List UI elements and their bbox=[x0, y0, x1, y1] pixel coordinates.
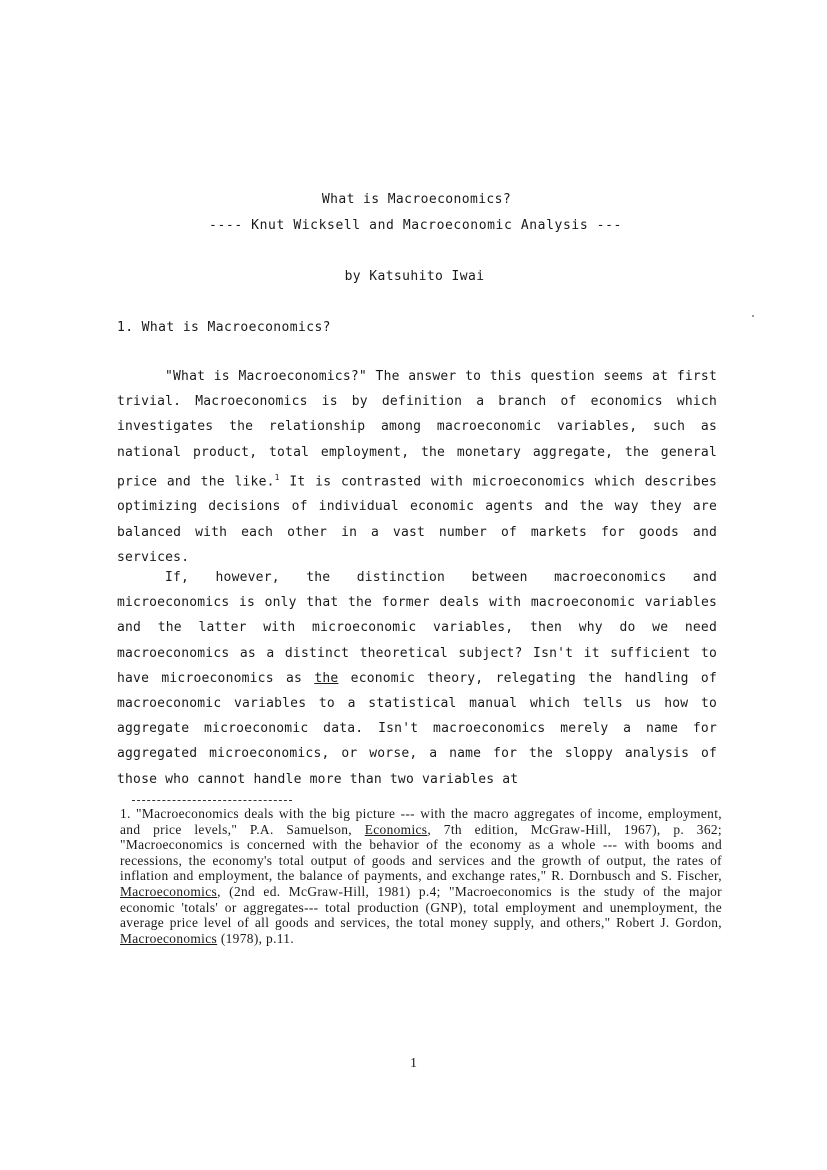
emphasis-the: the bbox=[314, 670, 339, 686]
book-title-macroeconomics-dornbusch: Macroeconomics bbox=[120, 883, 218, 899]
book-title-economics: Economics bbox=[364, 821, 428, 837]
footnote-text-1: 1. "Macroeconomics deals with the big picture --- with the macro aggregates of income, employment, and price levels," P.A. Samuelson, bbox=[120, 806, 722, 837]
book-title-macroeconomics-gordon: Macroeconomics bbox=[120, 930, 218, 946]
section-heading: 1. What is Macroeconomics? bbox=[117, 320, 331, 335]
paragraph-1 bbox=[117, 364, 717, 570]
page-number: 1 bbox=[410, 1056, 417, 1071]
footnote-separator bbox=[132, 800, 292, 801]
paragraph-2 bbox=[117, 565, 717, 792]
paper-title: What is Macroeconomics? bbox=[321, 192, 512, 207]
paragraph-1-rest: It is contrasted with microeconomics which describes optimizing decisions of individual economic agents and the way they are balanced with each other in a vast number of markets for goods and services. bbox=[117, 474, 717, 565]
paper-subtitle: ---- Knut Wicksell and Macroeconomic Analysis --- bbox=[209, 218, 622, 233]
footnote-text-4: (1978), p.11. bbox=[217, 930, 295, 946]
footnote-reference: 1 bbox=[274, 472, 280, 482]
paragraph-1-text: "What is Macroeconomics?" The answer to this question seems at first trivial. Macroeconomics is by definition a branch of economics which investigates the relationship among macroeconomic variables, such as national product, total employment, the monetary aggregate, the general price and the like. bbox=[117, 369, 717, 490]
footnote-text-2: , 7th edition, McGraw-Hill, 1967), p. 362; "Macroeconomics is concerned with the behavior of the economy as a whole --- with booms and recessions, the economy's total output of goods and services and the growth of output, the rates of inflation and employment, the balance of payments, and exchange rates," R. Dornbusch and S. Fischer, bbox=[120, 821, 722, 884]
footnote-text-3: , (2nd ed. McGraw-Hill, 1981) p.4; "Macroeconomics is the study of the major economic 'totals' or aggregates--- total production (GNP), total employment and unemployment, the average price level of all goods and services, the total money supply, and others," Robert J. Gordon, bbox=[120, 883, 722, 931]
scan-speck bbox=[752, 315, 754, 317]
footnote-1 bbox=[120, 806, 722, 946]
paragraph-2-text-a: If, however, the distinction between macroeconomics and microeconomics is only that the former deals with macroeconomic variables and the latter with microeconomic variables, then why do we need macroeconomics as a distinct theoretical subject? Isn't it sufficient to have microeconomics as bbox=[117, 570, 717, 686]
paragraph-2-text-b: economic theory, relegating the handling of macroeconomic variables to a statistical manual which tells us how to aggregate microeconomic data. Isn't macroeconomics merely a name for aggregated microeconomics, or worse, a name for the sloppy analysis of those who cannot handle more than two variables at bbox=[117, 670, 717, 787]
author-byline: by Katsuhito Iwai bbox=[344, 269, 485, 284]
